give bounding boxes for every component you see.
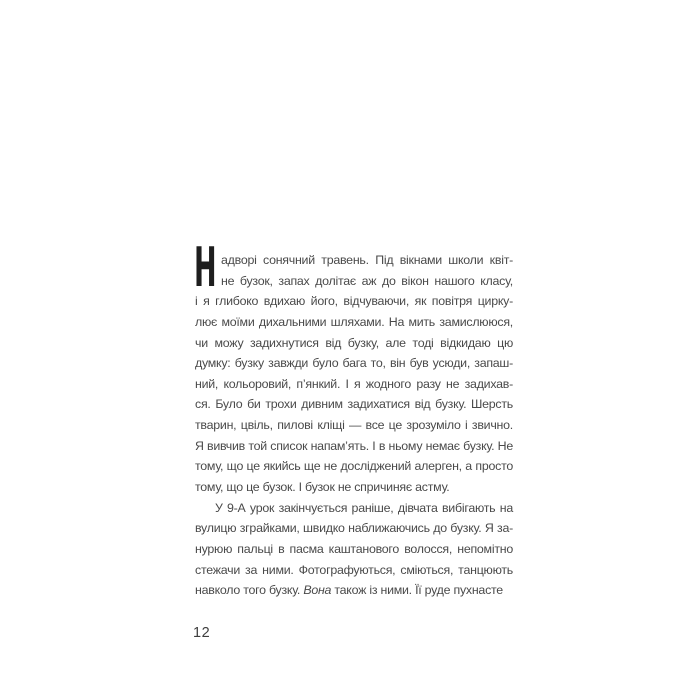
text-line: тварин, цвіль, пилові кліщі — все це зрозуміло і звично. [195, 418, 513, 433]
text-segment: навколо того бузку. [195, 583, 304, 598]
text-line: чи можу задихнутися від бузку, але тоді відкидаю цю [195, 335, 513, 350]
text-line: лює моїми дихальними шляхами. На мить замислююся, [195, 314, 513, 329]
text-line [195, 580, 513, 601]
text-line: тому, що це якийсь ще не досліджений алерген, а просто [195, 459, 513, 474]
text-line: ний, кольоровий, п’янкий. І я жодного разу не задихав- [195, 376, 513, 391]
text-segment: також із ними. Її руде пухнасте [331, 583, 503, 598]
italic-word: Вона [303, 583, 332, 598]
text-line: і я глибоко вдихаю його, відчуваючи, як повітря цирку- [195, 294, 513, 309]
text-line: не бузок, запах долітає аж до вікон нашого класу, [221, 273, 513, 288]
drop-cap: Н [194, 236, 217, 299]
paragraph-2 [195, 498, 513, 601]
text-line: У 9-А урок закінчується раніше, дівчата вибігають на [215, 500, 513, 515]
text-line: тому, що це бузок. І бузок не спричиняє астму. [195, 480, 450, 495]
text-block [194, 236, 513, 601]
text-line: думку: бузку завжди було бага то, він був усюди, запаш- [195, 356, 513, 371]
text-line: стежачи за ними. Фотографуються, сміються, танцюють [195, 562, 513, 577]
paragraph-1 [195, 250, 513, 498]
text-line: ся. Було би трохи дивним задихатися від бузку. Шерсть [195, 397, 513, 412]
text-line: Я вивчив той список напам’ять. І в ньому немає бузку. Не [195, 438, 513, 453]
text-line: адворі сонячний травень. Під вікнами школи квіт- [221, 253, 513, 267]
text-line: вулицю зграйками, швидко наближаючись до бузку. Я за- [195, 521, 513, 536]
text-line: нурюю пальці в пасма каштанового волосся, непомітно [195, 541, 513, 556]
page-number: 12 [193, 625, 211, 641]
